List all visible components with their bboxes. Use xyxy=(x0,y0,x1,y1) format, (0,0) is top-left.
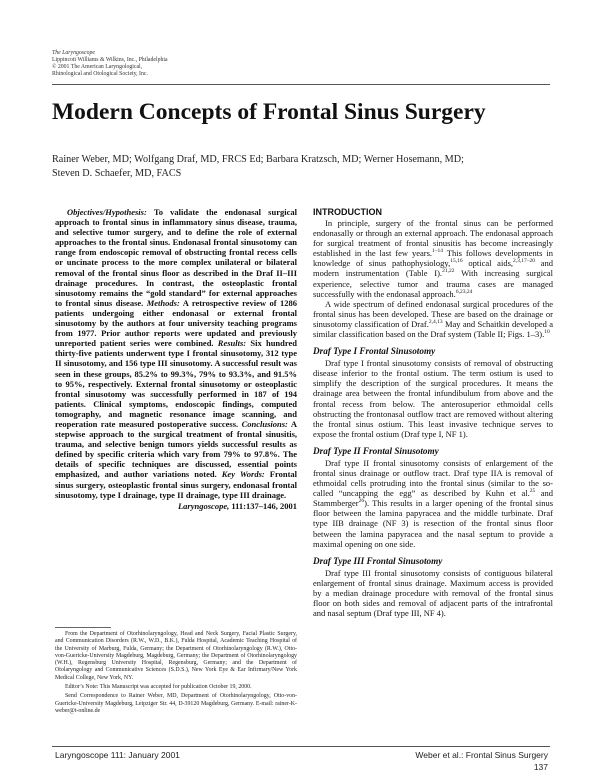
ref-sup: 6,23,24 xyxy=(455,288,473,295)
intro-heading: INTRODUCTION xyxy=(313,207,382,217)
keywords-label: Key Words: xyxy=(221,469,265,480)
masthead-publisher: Lippincott Williams & Wilkins, Inc., Philadelphia xyxy=(52,57,168,63)
type1-heading: Draf Type I Frontal Sinusotomy xyxy=(313,346,436,357)
results-text: Six hundred thirty-five patients underwent type I frontal sinusotomy, 312 type II sinusotomy, and 156 type III sinusotomy. A successful result was seen in these groups, 85.2% to 99.3%, 79% to 93.3%, and 91.5% to 95%, respectively. External frontal sinusotomy or osteoplastic frontal sinusotomy was successfully performed in 187 of 194 patients. Clinical symptoms, endoscopic findings, computed tomography, and magnetic resonance image scanning, and reoperation rate measured postoperative success. xyxy=(55,338,297,429)
footer-journal-issue: Laryngoscope 111: January 2001 xyxy=(55,750,180,760)
intro-p2-text-a: A wide spectrum of defined endonasal surgical procedures of the frontal sinus has been developed. These are based on the drainage or sinusotomy classification of Draf. xyxy=(313,298,553,329)
methods-label: Methods: xyxy=(146,297,180,308)
intro-p1-text-e: With increasing surgical experience, selective tumor and trauma cases are managed successfully with the endonasal approach. xyxy=(313,268,553,299)
abstract-citation xyxy=(55,501,297,511)
intro-p1-text-b: This follows developments in knowledge of sinus pathophysiology, xyxy=(313,248,554,269)
abstract-paragraph xyxy=(55,207,297,500)
masthead-copyright: © 2001 The American Laryngological, xyxy=(52,64,143,70)
footnote-editors-note: Editor’s Note: This Manuscript was accepted for publication October 19, 2000. xyxy=(65,684,252,691)
left-column xyxy=(55,207,297,511)
masthead xyxy=(52,50,372,78)
footnote-correspondence: Send Correspondence to Rainer Weber, MD, Department of Otorhinolaryngology, Otto-von-Guericke-University Magdeburg, Leipziger Str. 44, D-39120 Magdeburg, Germany. E-mail: rainer-K-weber@t-online.de xyxy=(55,693,297,714)
footnotes xyxy=(55,627,297,717)
type2-heading: Draf Type II Frontal Sinusotomy xyxy=(313,445,439,456)
right-column xyxy=(313,207,553,618)
masthead-society: Rhinological and Otological Society, Inc. xyxy=(52,71,148,77)
intro-paragraph-2 xyxy=(313,299,553,339)
page-number: 137 xyxy=(533,762,548,772)
type2-text-a: Draf type II frontal sinusotomy consists of enlargement of the frontal sinus drainage or outflow tract. Draf type IIA is removal of ethmoidal cells protruding into the frontal sinus (similar to the so-called “uncapping the egg” as described by Kuhn et al. xyxy=(313,457,553,499)
footnote-divider xyxy=(55,627,111,628)
intro-p1-text-a: In principle, surgery of the frontal sinus can be performed endonasally or through an external approach. The endonasal approach for surgical treatment of frontal sinusitis has become increasingly established in the last few years. xyxy=(313,218,553,259)
masthead-journal: The Laryngoscope xyxy=(52,50,95,56)
header-divider xyxy=(52,84,550,85)
author-list xyxy=(52,153,552,181)
citation-ref: 111:137–146, 2001 xyxy=(229,500,297,511)
type2-text-b: and Stammberger xyxy=(313,488,553,509)
ref-sup: 21,22 xyxy=(442,268,455,275)
ref-sup: 15,16 xyxy=(450,258,463,265)
footnote-affiliation: From the Department of Otorhinolaryngology, Head and Neck Surgery, Facial Plastic Surgery, and Communication Disorders (R.W., W.D., B.K.), Fulda Hospital, Academic Teaching Hospital of the University of Marburg, Fulda, Germany; the Department of Otorhinolaryngology (R.W.), Otto-von-Guericke-University Magdeburg, Magdeburg, Germany; the Department of Otorhinolaryngology (W.H.), Regensburg University Hospital, Regensburg, Germany; and the Department of Otolaryngology and Communicative Sciences (S.D.S.), New York Eye & Ear Infirmary/New York Medical College, New York, NY. xyxy=(55,631,297,681)
type3-paragraph: Draf type III frontal sinusotomy consists of contiguous bilateral enlargement of frontal sinus drainage. Maximum access is provided by a median drainage procedure with removal of the frontal sinus floor on both sides and removal of adjacent parts of the intrafrontal and nasal septum (Draf type III, NF 4). xyxy=(313,567,553,619)
citation-journal: Laryngoscope, xyxy=(177,500,230,511)
abstract xyxy=(55,207,297,511)
authors-line-1: Rainer Weber, MD; Wolfgang Draf, MD, FRCS Ed; Barbara Kratzsch, MD; Werner Hosemann, MD; xyxy=(52,154,464,165)
authors-line-2: Steven D. Schaefer, MD, FACS xyxy=(52,168,182,179)
methods-text: A retrospective review of 1286 patients undergoing either endonasal or external frontal sinusotomy by the authors at four university teaching programs from 1977. Prior author reports were updated and previously unreported patient series were combined. xyxy=(55,297,297,349)
keywords-text: Frontal sinus surgery, osteoplastic frontal sinus surgery, endonasal frontal sinusotomy, type I drainage, type II drainage, type III drainage. xyxy=(55,469,298,500)
type2-paragraph xyxy=(313,458,553,549)
intro-p1-text-c: optical aids, xyxy=(462,258,514,269)
conclusions-text: A stepwise approach to the surgical treatment of frontal sinusitis, trauma, and selective benign tumors yields successful results as defined by specific criteria which vary from 79% to 97.8%. The details of specific techniques are discussed, essential points emphasized, and author variations noted. xyxy=(55,418,297,480)
intro-p1-text-d: and modern instrumentation (Table I). xyxy=(313,258,554,279)
ref-sup: 2,3,17–20 xyxy=(513,258,536,265)
ref-sup: 26 xyxy=(358,498,365,505)
results-label: Results: xyxy=(217,338,247,349)
type2-text-c: ). This results in a larger opening of the frontal sinus floor between the lamina papyracea and the middle turbinate. Draf type IIB drainage (NF 3) is resection of the frontal sinus floor between the lamina papyracea and the nasal septum to provide a maximal opening on one side. xyxy=(313,498,553,549)
article-title: Modern Concepts of Frontal Sinus Surgery xyxy=(52,99,486,125)
conclusions-label: Conclusions: xyxy=(241,418,288,429)
ref-sup: 25 xyxy=(529,488,536,495)
intro-paragraph-1 xyxy=(313,218,553,299)
type1-paragraph: Draf type I frontal sinusotomy consists of removal of obstructing disease inferior to the frontal ostium. The term ostium is used to simplify the description of the surgical procedures. It means the drainage area between the frontal infundibulum from above and the frontal recess from below. The anterosuperior ethmoidal cells obstructing the frontonasal outflow tract are removed without altering the frontal sinus ostium. This least invasive technique serves to expose the frontal ostium (Draf type I, NF 1). xyxy=(313,358,553,439)
objectives-text: To validate the endonasal surgical approach to frontal sinus in inflammatory sinus disease, trauma, and selective tumor surgery, and to define the role of external approaches to the frontal sinus. Endonasal frontal sinusotomy can range from endoscopic removal of obstructing frontal recess cells or uncinate process to the more complex unilateral or bilateral removal of the frontal sinus floor as described in the Draf II–III drainage procedures. In contrast, the osteoplastic frontal sinusotomy remains the “gold standard” for external approaches to frontal sinus disease. xyxy=(55,207,297,308)
ref-sup: 1–14 xyxy=(432,248,444,255)
ref-sup: 2,4,13 xyxy=(428,319,443,326)
objectives-label: Objectives/Hypothesis: xyxy=(67,207,147,217)
type3-heading: Draf Type III Frontal Sinusotomy xyxy=(313,555,443,566)
footer-running-title: Weber et al.: Frontal Sinus Surgery xyxy=(415,750,548,760)
ref-sup: 10 xyxy=(544,329,550,336)
intro-p2-text-b: May and Schaitkin developed a similar classification based on the Draf system (Table II; Figs. 1–3). xyxy=(313,318,553,340)
footer-divider xyxy=(52,746,550,747)
